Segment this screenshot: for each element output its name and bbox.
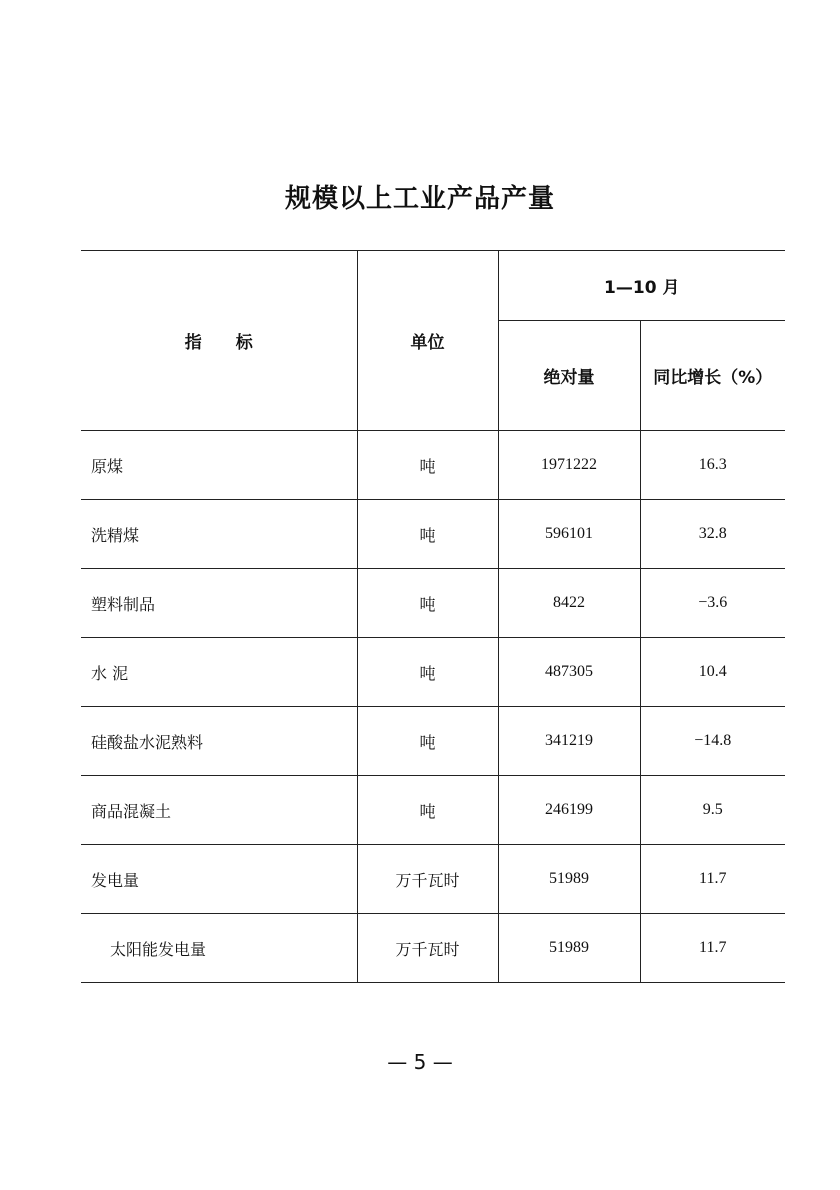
row-value: 246199	[498, 776, 640, 845]
row-growth: 32.8	[640, 500, 785, 569]
header-growth: 同比增长（%）	[640, 321, 785, 431]
row-growth: 10.4	[640, 638, 785, 707]
header-absolute: 绝对量	[498, 321, 640, 431]
row-unit: 万千瓦时	[357, 914, 498, 983]
table-row	[81, 638, 785, 707]
table-row	[81, 707, 785, 776]
table-row	[81, 845, 785, 914]
row-unit: 吨	[357, 569, 498, 638]
row-unit: 吨	[357, 500, 498, 569]
row-name: 洗精煤	[81, 500, 357, 569]
row-value: 487305	[498, 638, 640, 707]
row-growth: 16.3	[640, 431, 785, 500]
row-name: 硅酸盐水泥熟料	[81, 707, 357, 776]
table-row	[81, 431, 785, 500]
table-row	[81, 914, 785, 983]
header-period: 1—10 月	[498, 251, 785, 321]
page-number: — 5 —	[387, 1050, 453, 1074]
table-header-row	[81, 251, 785, 321]
table-row	[81, 569, 785, 638]
row-unit: 万千瓦时	[357, 845, 498, 914]
row-value: 51989	[498, 914, 640, 983]
row-growth: −3.6	[640, 569, 785, 638]
row-name: 发电量	[81, 845, 357, 914]
row-growth: 11.7	[640, 845, 785, 914]
row-value: 1971222	[498, 431, 640, 500]
row-growth: −14.8	[640, 707, 785, 776]
row-value: 596101	[498, 500, 640, 569]
row-unit: 吨	[357, 776, 498, 845]
row-value: 51989	[498, 845, 640, 914]
row-value: 8422	[498, 569, 640, 638]
row-unit: 吨	[357, 638, 498, 707]
page-title: 规模以上工业产品产量	[284, 184, 555, 214]
row-name: 水 泥	[81, 638, 357, 707]
table-row	[81, 500, 785, 569]
table-row	[81, 776, 785, 845]
header-unit: 单位	[357, 251, 498, 431]
header-indicator: 指 标	[81, 251, 357, 431]
production-table	[81, 250, 785, 983]
row-unit: 吨	[357, 431, 498, 500]
row-growth: 9.5	[640, 776, 785, 845]
row-name: 塑料制品	[81, 569, 357, 638]
row-name: 太阳能发电量	[81, 914, 357, 983]
row-value: 341219	[498, 707, 640, 776]
row-growth: 11.7	[640, 914, 785, 983]
row-name: 商品混凝土	[81, 776, 357, 845]
row-unit: 吨	[357, 707, 498, 776]
row-name: 原煤	[81, 431, 357, 500]
